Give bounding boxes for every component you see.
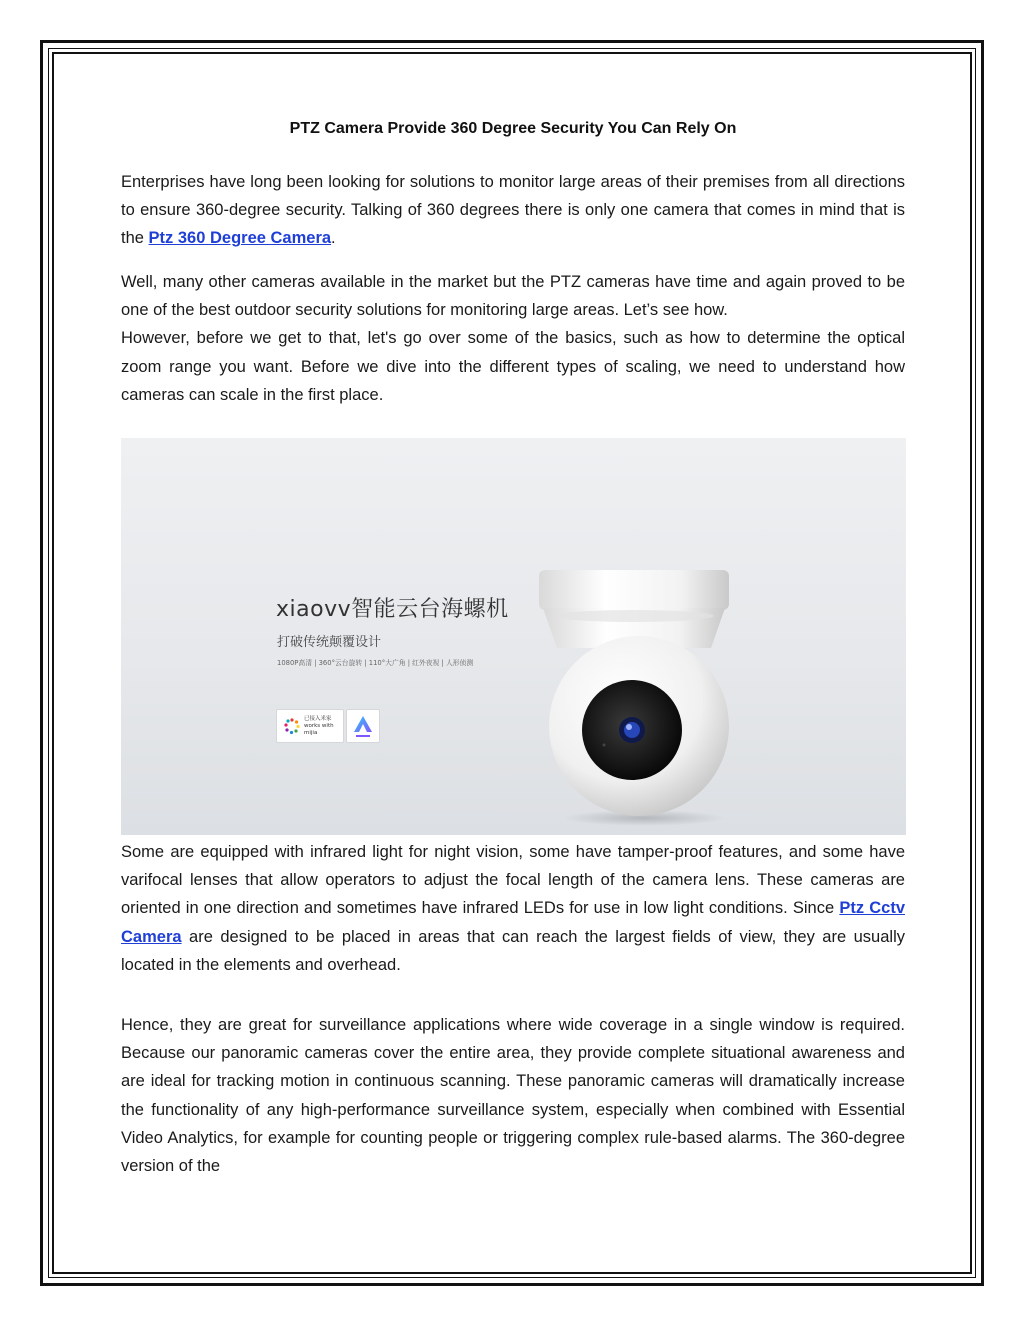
banner-specs: 1080P高清 | 360°云台旋转 | 110°大广角 | 红外夜视 | 人形侦测 <box>277 659 474 667</box>
ptz-360-degree-camera-link[interactable]: Ptz 360 Degree Camera <box>148 229 332 248</box>
security-camera-icon <box>529 568 749 828</box>
paragraph-features-text <box>121 838 905 979</box>
features-text-after: are designed to be placed in areas that can reach the largest fields of view, they are usually located in the elements and overhead. <box>121 927 905 974</box>
mijia-badge-text: 已接入米家 works with mijia <box>304 716 334 736</box>
paragraph-intro-text <box>121 168 905 253</box>
page-title: PTZ Camera Provide 360 Degree Security You Can Rely On <box>289 120 737 137</box>
app-badge <box>346 709 380 743</box>
ptz-cctv-camera-link[interactable]: Ptz Cctv Camera <box>121 899 905 946</box>
mijia-badge <box>276 709 344 743</box>
mijia-logo-icon <box>283 717 301 735</box>
paragraph-basics-line1: Well, many other cameras available in the market but the PTZ cameras have time and again proved to be one of the best outdoor security solutions for monitoring large areas. Let’s see how. <box>121 273 905 320</box>
paragraph-intro <box>121 168 905 253</box>
paragraph-panoramic <box>121 1011 905 1180</box>
app-logo-icon <box>347 710 379 742</box>
paragraph-panoramic-text: Hence, they are great for surveillance applications where wide coverage in a single window is required. Because our panoramic cameras cover the entire area, they provide complete situational awareness and are ideal for tracking motion in continuous scanning. These panoramic cameras will dramatically increase the functionality of any high-performance surveillance system, especially when combined with Essential Video Analytics, for example for counting people or triggering complex rule-based alarms. The 360-degree version of the <box>121 1016 905 1176</box>
intro-text-after: . <box>331 229 336 248</box>
banner-title: xiaovv智能云台海螺机 <box>276 597 509 622</box>
product-banner-image <box>121 438 906 835</box>
paragraph-features <box>121 838 905 979</box>
intro-text-before: Enterprises have long been looking for solutions to monitor large areas of their premises from all directions to ensure 360-degree security. Talking of 360 degrees there is only one camera that comes in mind that is the <box>121 173 905 248</box>
paragraph-basics <box>121 268 905 409</box>
features-text-before: Some are equipped with infrared light for night vision, some have tamper-proof features, and some have varifocal lenses that allow operators to adjust the focal length of the camera lens. These cameras are oriented in one direction and sometimes have infrared LEDs for use in low light conditions. Since <box>121 843 905 918</box>
banner-subtitle: 打破传统颠覆设计 <box>277 635 382 650</box>
paragraph-basics-line2: However, before we get to that, let's go over some of the basics, such as how to determine the optical zoom range you want. Before we dive into the different types of scaling, we need to understand how cameras can scale in the first place. <box>121 329 905 404</box>
